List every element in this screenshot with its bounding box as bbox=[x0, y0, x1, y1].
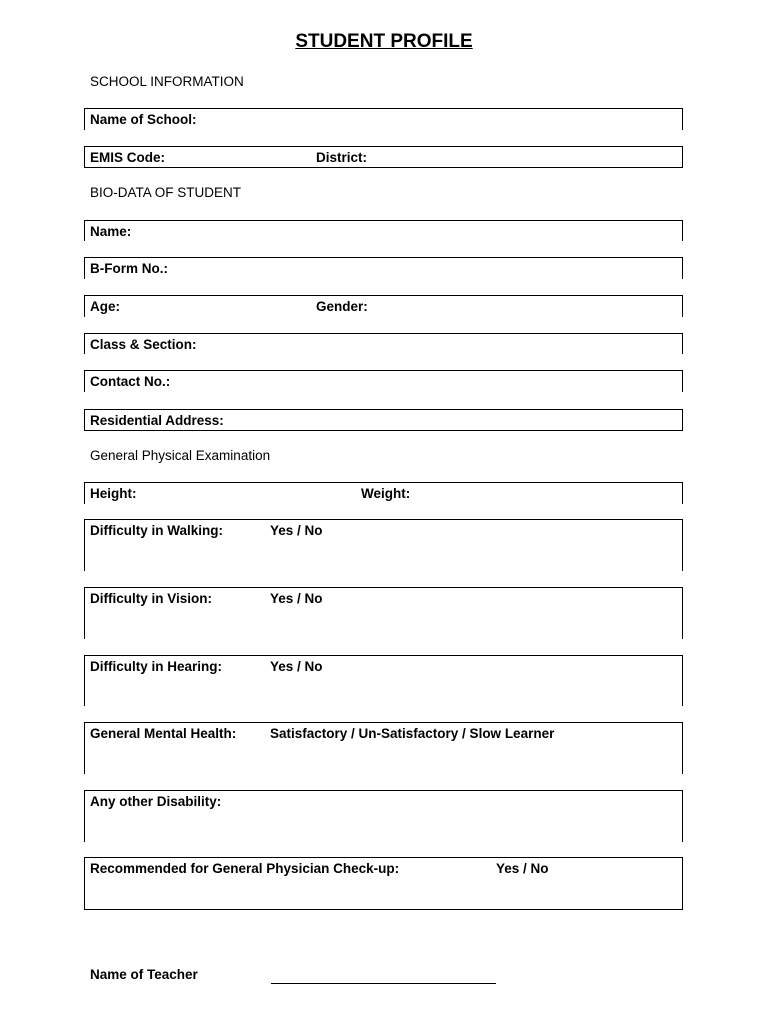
walking-label: Difficulty in Walking: bbox=[90, 523, 223, 538]
name-label: Name: bbox=[90, 224, 132, 239]
recommended-label: Recommended for General Physician Check-up: bbox=[90, 861, 400, 876]
emis-code-label: EMIS Code: bbox=[90, 150, 166, 165]
hearing-options: Yes / No bbox=[270, 659, 323, 674]
recommended-options: Yes / No bbox=[496, 861, 549, 876]
name-field[interactable] bbox=[84, 220, 683, 241]
name-of-school-field[interactable] bbox=[84, 108, 683, 130]
mental-health-field[interactable] bbox=[84, 722, 683, 774]
vision-label: Difficulty in Vision: bbox=[90, 591, 213, 606]
walking-options: Yes / No bbox=[270, 523, 323, 538]
class-section-label: Class & Section: bbox=[90, 337, 197, 352]
hearing-label: Difficulty in Hearing: bbox=[90, 659, 223, 674]
b-form-field[interactable] bbox=[84, 257, 683, 279]
height-weight-field[interactable] bbox=[84, 482, 683, 504]
other-disability-label: Any other Disability: bbox=[90, 794, 222, 809]
age-label: Age: bbox=[90, 299, 120, 314]
address-label: Residential Address: bbox=[90, 413, 224, 428]
teacher-signature-line[interactable] bbox=[271, 983, 496, 984]
class-section-field[interactable] bbox=[84, 333, 683, 354]
contact-label: Contact No.: bbox=[90, 374, 171, 389]
vision-field[interactable] bbox=[84, 587, 683, 639]
bio-data-heading: BIO-DATA OF STUDENT bbox=[90, 185, 242, 200]
district-label: District: bbox=[316, 150, 368, 165]
teacher-label: Name of Teacher bbox=[90, 967, 198, 982]
other-disability-field[interactable] bbox=[84, 790, 683, 842]
emis-district-field[interactable] bbox=[84, 146, 683, 168]
gender-label: Gender: bbox=[316, 299, 368, 314]
age-gender-field[interactable] bbox=[84, 295, 683, 317]
weight-label: Weight: bbox=[361, 486, 411, 501]
address-field[interactable] bbox=[84, 409, 683, 431]
height-label: Height: bbox=[90, 486, 137, 501]
hearing-field[interactable] bbox=[84, 655, 683, 706]
mental-health-label: General Mental Health: bbox=[90, 726, 237, 741]
page-title: STUDENT PROFILE bbox=[295, 31, 473, 52]
mental-health-options: Satisfactory / Un-Satisfactory / Slow Learner bbox=[270, 726, 555, 741]
contact-field[interactable] bbox=[84, 370, 683, 392]
physical-exam-heading: General Physical Examination bbox=[90, 448, 271, 463]
recommended-field[interactable] bbox=[84, 857, 683, 910]
b-form-label: B-Form No.: bbox=[90, 261, 168, 276]
walking-field[interactable] bbox=[84, 519, 683, 571]
school-information-heading: SCHOOL INFORMATION bbox=[90, 74, 244, 89]
name-of-school-label: Name of School: bbox=[90, 112, 197, 127]
vision-options: Yes / No bbox=[270, 591, 323, 606]
